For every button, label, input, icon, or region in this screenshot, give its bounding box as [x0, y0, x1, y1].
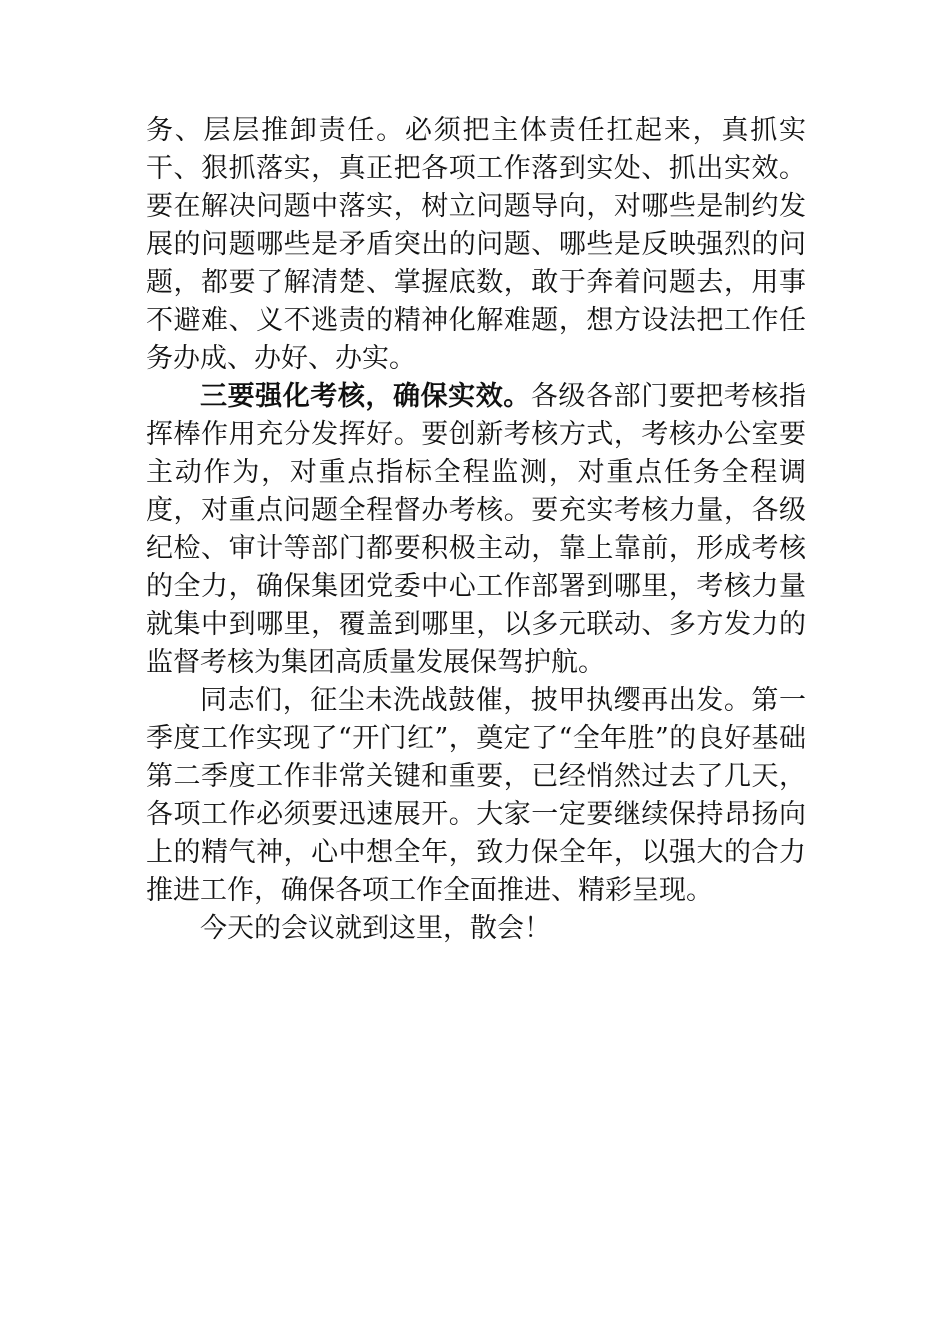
paragraph-text: 务、层层推卸责任。必须把主体责任扛起来，真抓实干、狠抓落实，真正把各项工作落到实处、抓出实效。要在解决问题中落实，树立问题导向，对哪些是制约发展的问题哪些是矛盾突出的问题、哪些是反映强烈的问题，都要了解清楚、掌握底数，敢于奔着问题去，用事不避难、义不逃责的精神化解难题，想方设法把工作任务办成、办好、办实。: [146, 115, 806, 374]
paragraph-text: 各级各部门要把考核指挥棒作用充分发挥好。要创新考核方式，考核办公室要主动作为，对重点指标全程监测，对重点任务全程调度，对重点问题全程督办考核。要充实考核力量，各级纪检、审计等部门都要积极主动，靠上靠前，形成考核的全力，确保集团党委中心工作部署到哪里，考核力量就集中到哪里，覆盖到哪里，以多元联动、多方发力的监督考核为集团高质量发展保驾护航。: [146, 381, 807, 678]
paragraph-closing: [146, 682, 806, 910]
paragraph-adjourn: [146, 910, 806, 948]
paragraph-text: 同志们，征尘未洗战鼓催，披甲执缨再出发。第一季度工作实现了“开门红”，奠定了“全年胜”的良好基础第二季度工作非常关键和重要，已经悄然过去了几天，各项工作必须要迅速展开。大家一定要继续保持昂扬向上的精气神，心中想全年，致力保全年，以强大的合力推进工作，确保各项工作全面推进、精彩呈现。: [146, 685, 806, 906]
paragraph-bold-heading: 三要强化考核，确保实效。: [200, 381, 531, 412]
paragraph-continuation: [146, 112, 806, 378]
paragraph-point-three: [146, 378, 806, 682]
paragraph-text: 今天的会议就到这里，散会！: [200, 913, 551, 944]
document-page: [146, 112, 806, 948]
